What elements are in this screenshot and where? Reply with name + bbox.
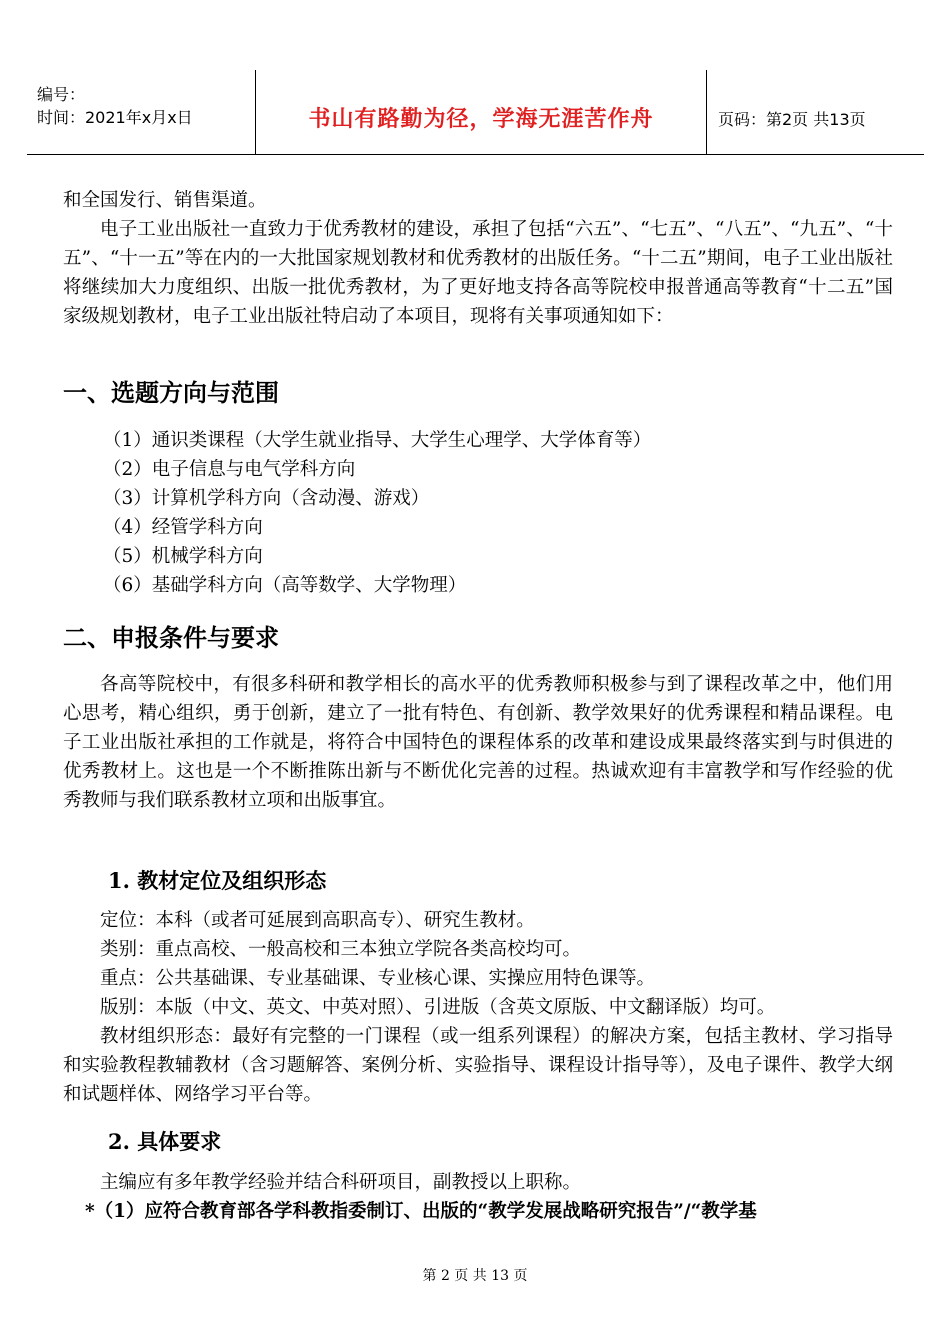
organization-form-paragraph: 教材组织形态：最好有完整的一门课程（或一组系列课程）的解决方案，包括主教材、学习指导和实验教程教辅教材（含习题解答、案例分析、实验指导、课程设计指导等），及电子课件、教学大纲和试题样体、网络学习平台等。 bbox=[63, 1026, 893, 1105]
page-footer: 第 2 页 共 13 页 bbox=[422, 1268, 528, 1284]
document-number-label: 编号： bbox=[37, 85, 86, 104]
list-item: （5）机械学科方向 bbox=[103, 546, 263, 567]
definition-line: 重点：公共基础课、专业基础课、专业核心课、实操应用特色课等。 bbox=[100, 968, 656, 989]
section-2-paragraph: 各高等院校中，有很多科研和教学相长的高水平的优秀教师积极参与到了课程改革之中，他们用心思考，精心组织，勇于创新，建立了一批有特色、有创新、教学效果好的优秀课程和精品课程。电子工业出版社承担的工作就是，将符合中国特色的课程体系的改革和建设成果最终落实到与时俱进的优秀教材上。这也是一个不断推陈出新与不断优化完善的过程。热诚欢迎有丰富教学和写作经验的优秀教师与我们联系教材立项和出版事宜。 bbox=[63, 674, 893, 811]
intro-paragraph-1: 和全国发行、销售渠道。 bbox=[63, 190, 267, 211]
list-item: （2）电子信息与电气学科方向 bbox=[103, 459, 356, 480]
section-2-paragraph-block bbox=[63, 670, 893, 815]
header-page-info: 页码：第2页 共13页 bbox=[718, 110, 866, 129]
requirement-item-1: *（1）应符合教育部各学科教指委制订、出版的“教学发展战略研究报告”/“教学基 bbox=[85, 1201, 757, 1222]
section-2-heading: 二、申报条件与要求 bbox=[63, 624, 279, 652]
definition-line: 类别：重点高校、一般高校和三本独立学院各类高校均可。 bbox=[100, 939, 582, 960]
subsection-2-heading: 2. 具体要求 bbox=[108, 1129, 222, 1154]
list-item: （1）通识类课程（大学生就业指导、大学生心理学、大学体育等） bbox=[103, 430, 652, 451]
intro-block bbox=[63, 186, 893, 331]
requirement-line: 主编应有多年教学经验并结合科研项目，副教授以上职称。 bbox=[100, 1172, 582, 1193]
subsection-1-heading: 1. 教材定位及组织形态 bbox=[108, 868, 327, 893]
definition-line: 版别：本版（中文、英文、中英对照）、引进版（含英文原版、中文翻译版）均可。 bbox=[100, 997, 776, 1018]
definition-line: 定位：本科（或者可延展到高职高专）、研究生教材。 bbox=[100, 910, 535, 931]
intro-paragraph-2: 电子工业出版社一直致力于优秀教材的建设，承担了包括“六五”、“七五”、“八五”、“九五”、“十五”、“十一五”等在内的一大批国家规划教材和优秀教材的出版任务。“十二五”期间，电子工业出版社将继续加大力度组织、出版一批优秀教材，为了更好地支持各高等院校申报普通高等教育“十二五”国家级规划教材，电子工业出版社特启动了本项目，现将有关事项通知如下： bbox=[63, 219, 893, 327]
subsection-2-content bbox=[63, 1168, 893, 1226]
list-item: （4）经管学科方向 bbox=[103, 517, 263, 538]
subsection-1-content bbox=[63, 906, 893, 1109]
header-page-cell bbox=[706, 70, 924, 154]
header-meta-cell bbox=[27, 70, 255, 154]
list-item: （3）计算机学科方向（含动漫、游戏） bbox=[103, 488, 430, 509]
section-1-heading: 一、选题方向与范围 bbox=[63, 379, 279, 407]
header-motto-cell bbox=[255, 70, 707, 154]
list-item: （6）基础学科方向（高等数学、大学物理） bbox=[103, 575, 467, 596]
document-time-label: 时间：2021年x月x日 bbox=[37, 108, 193, 127]
page-header bbox=[27, 70, 924, 155]
section-1-list bbox=[63, 426, 893, 600]
header-motto: 书山有路勤为径，学海无涯苦作舟 bbox=[308, 107, 654, 132]
